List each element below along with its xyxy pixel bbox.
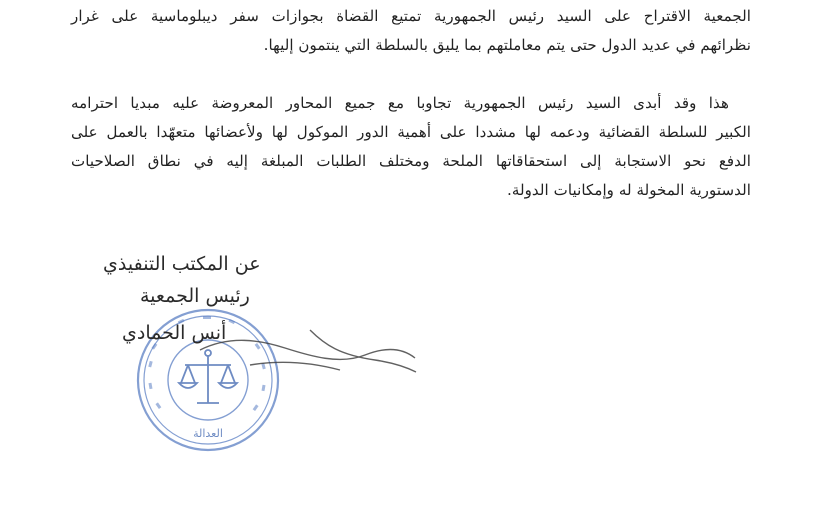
paragraph-2-line: الدستورية المخولة له وإمكانيات الدولة. xyxy=(507,181,751,199)
paragraph-1-line: نظرائهم في عديد الدول حتى يتم معاملتهم بما يليق بالسلطة التي ينتمون إليها. xyxy=(263,36,751,54)
paragraph-2-line: هذا وقد أبدى السيد رئيس الجمهورية تجاوبا مع جميع المحاور المعروضة عليه مبديا احترامه xyxy=(71,94,729,112)
paragraph-1-line: الجمعية الاقتراح على السيد رئيس الجمهورية تمتيع القضاة بجوازات سفر ديبلوماسية على غرار xyxy=(71,7,751,25)
paragraph-2-line: الكبير للسلطة القضائية ودعمه لها مشددا على أهمية الدور الموكول لها ولأعضائها متعهّدا بالعمل على xyxy=(71,123,751,141)
stamp-bottom-text: العدالة xyxy=(193,427,223,440)
signature-name: أنس الحمادي xyxy=(122,322,227,344)
signature-role: رئيس الجمعية xyxy=(140,285,250,307)
paragraph-2-line: الدفع نحو الاستجابة إلى استحقاقاتها الملحة ومختلف الطلبات المبلغة إليه في نطاق الصلاحيات xyxy=(71,152,751,170)
signature-office: عن المكتب التنفيذي xyxy=(103,253,261,275)
paragraph-1 xyxy=(71,2,751,60)
paragraph-2 xyxy=(71,89,751,205)
